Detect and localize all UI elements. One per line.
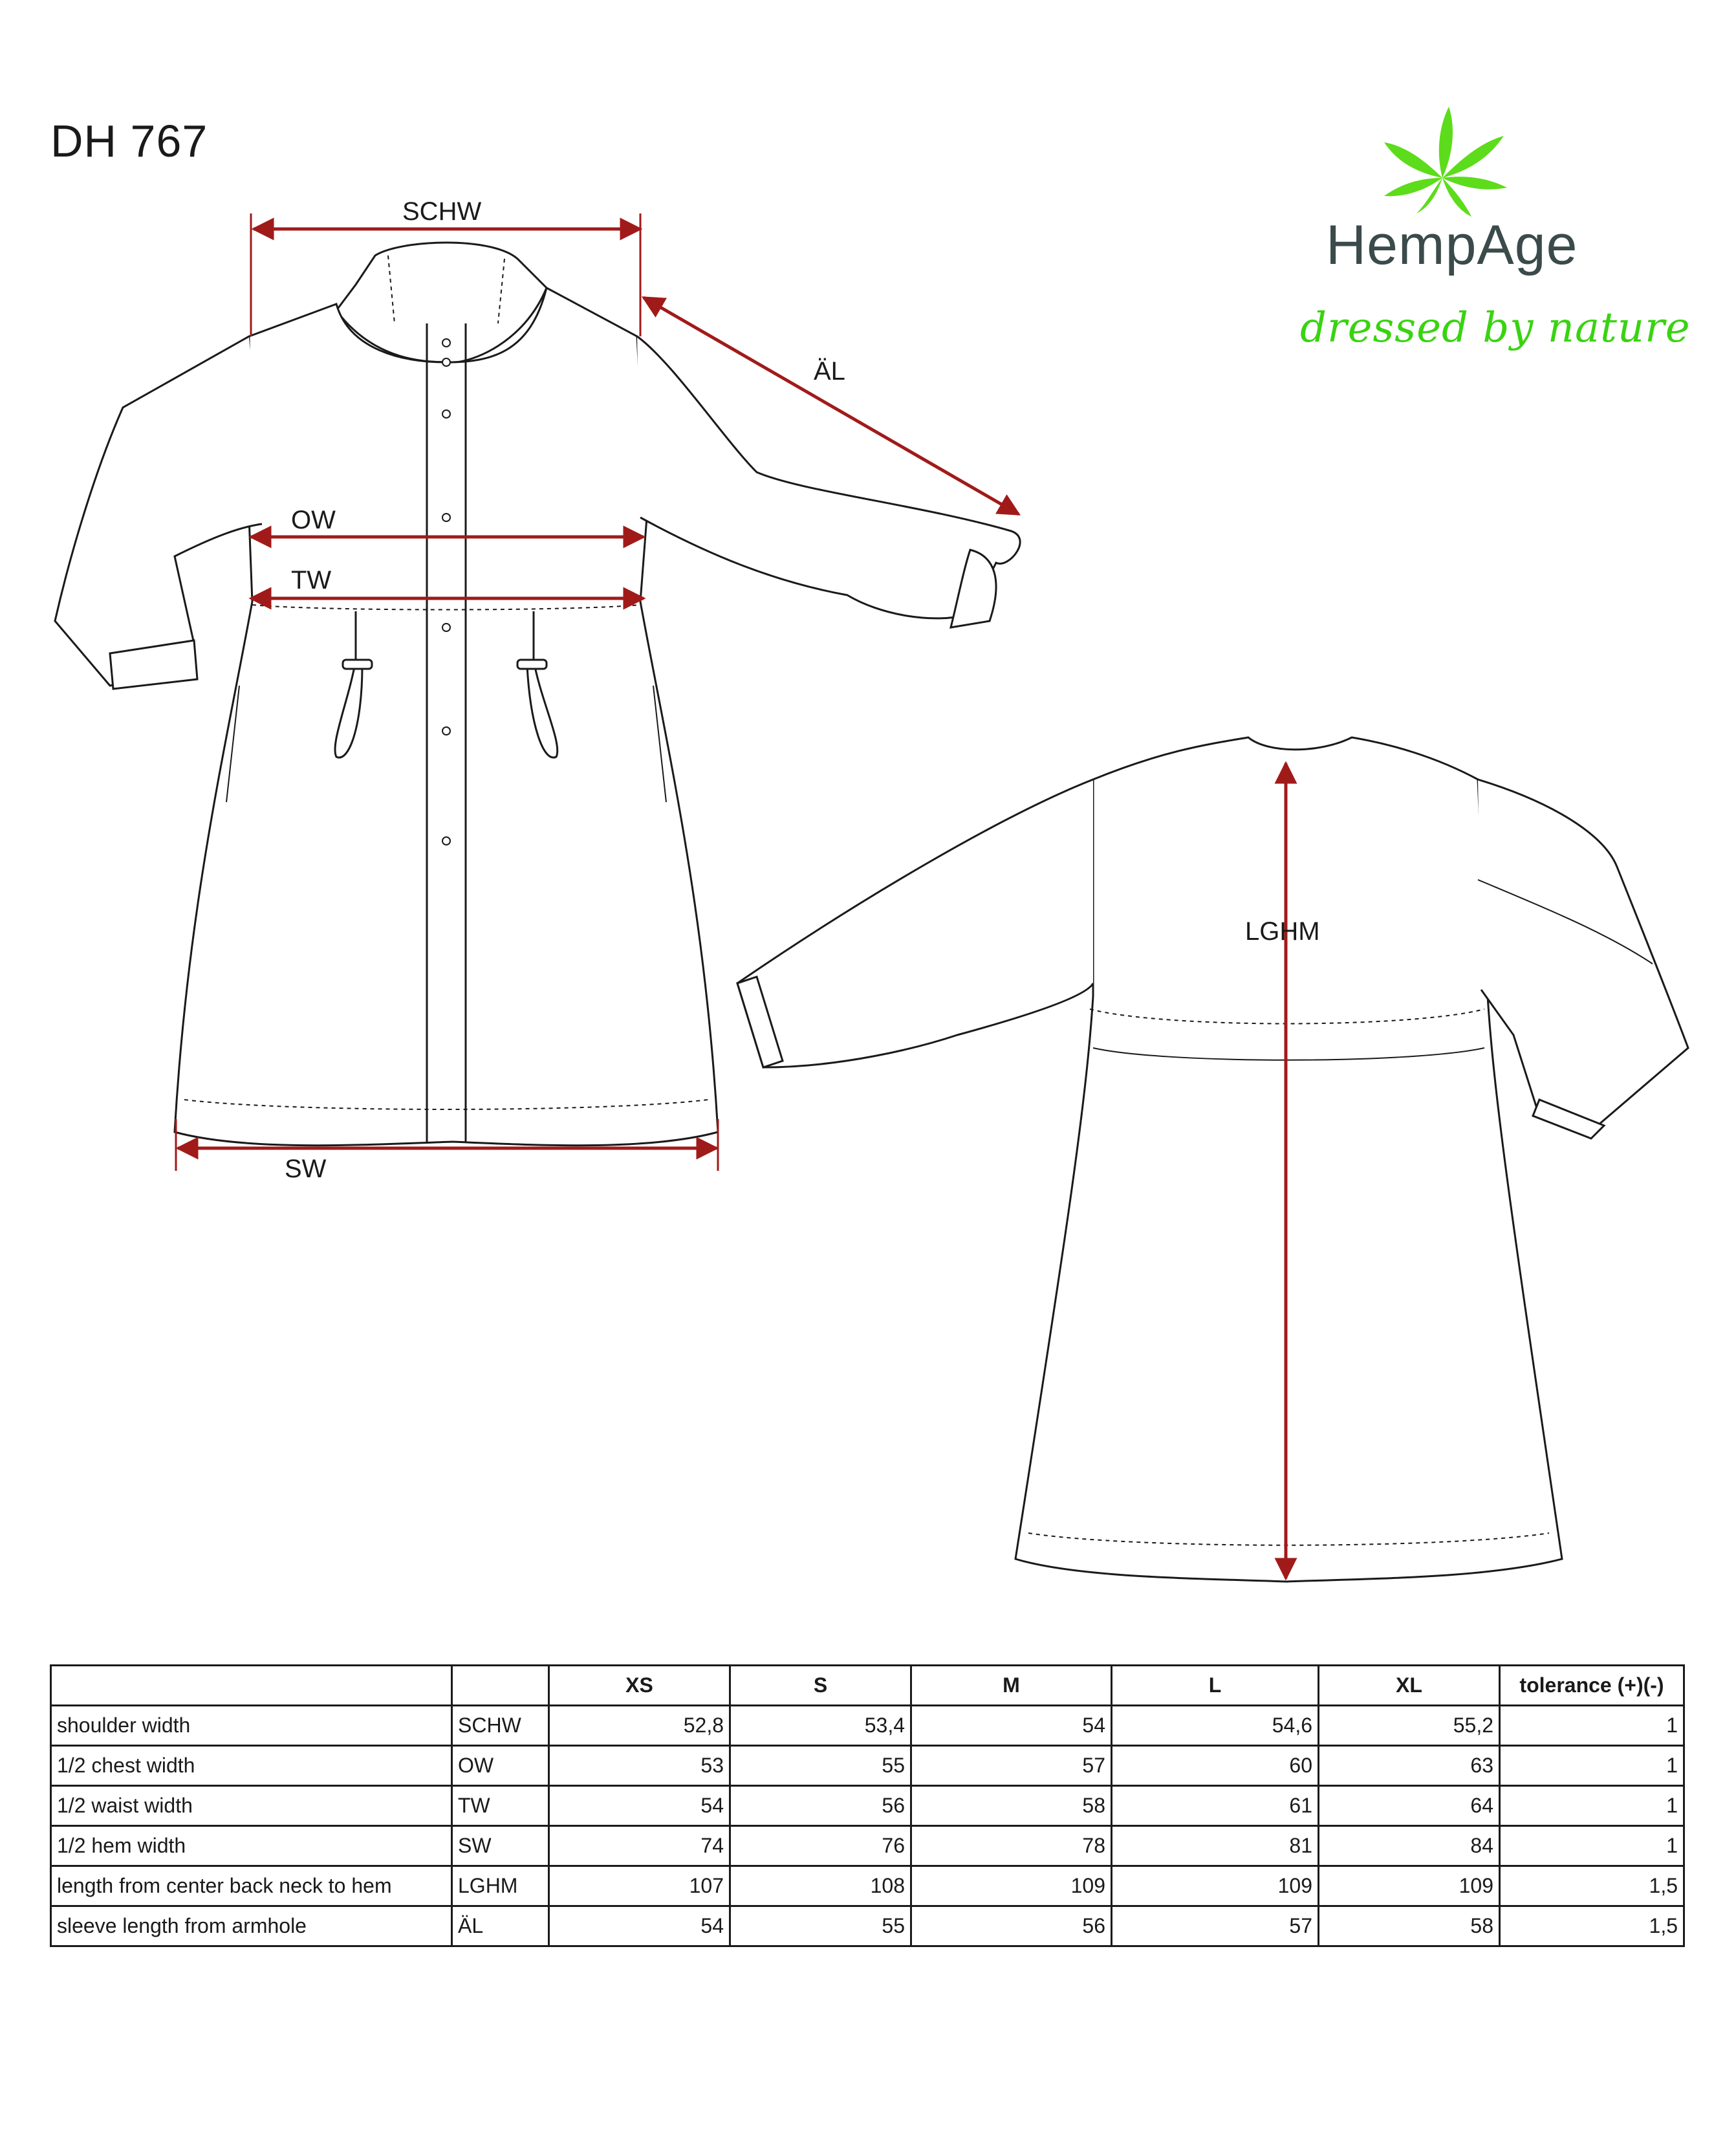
cell-s: 108	[730, 1866, 911, 1906]
cell-l: 60	[1112, 1746, 1319, 1786]
table-row	[51, 1826, 1684, 1866]
label-al: ÄL	[814, 357, 845, 386]
header-tolerance: tolerance (+)(-)	[1500, 1666, 1684, 1706]
cell-xl: 55,2	[1319, 1706, 1500, 1746]
brand-name: HempAge	[1326, 214, 1578, 276]
cell-tolerance: 1	[1500, 1786, 1684, 1826]
label-lghm: LGHM	[1245, 917, 1320, 946]
header-m: M	[911, 1666, 1112, 1706]
brand-tagline: dressed by nature	[1300, 304, 1691, 352]
header-desc	[51, 1666, 452, 1706]
cell-l: 54,6	[1112, 1706, 1319, 1746]
row-code: ÄL	[452, 1906, 549, 1946]
cell-tolerance: 1	[1500, 1826, 1684, 1866]
row-desc: 1/2 hem width	[51, 1826, 452, 1866]
table-row	[51, 1746, 1684, 1786]
row-code: SW	[452, 1826, 549, 1866]
cell-tolerance: 1,5	[1500, 1866, 1684, 1906]
cell-xl: 109	[1319, 1866, 1500, 1906]
header-l: L	[1112, 1666, 1319, 1706]
table-row	[51, 1706, 1684, 1746]
label-sw: SW	[285, 1155, 327, 1183]
label-schw: SCHW	[402, 197, 482, 226]
label-ow: OW	[291, 506, 336, 534]
header-xl: XL	[1319, 1666, 1500, 1706]
cell-l: 81	[1112, 1826, 1319, 1866]
table-row	[51, 1786, 1684, 1826]
row-code: LGHM	[452, 1866, 549, 1906]
table-row	[51, 1906, 1684, 1946]
header-xs: XS	[549, 1666, 730, 1706]
table-row	[51, 1866, 1684, 1906]
cell-s: 76	[730, 1826, 911, 1866]
cell-tolerance: 1,5	[1500, 1906, 1684, 1946]
header-code	[452, 1666, 549, 1706]
cell-m: 109	[911, 1866, 1112, 1906]
row-code: TW	[452, 1786, 549, 1826]
cell-xs: 74	[549, 1826, 730, 1866]
cell-m: 56	[911, 1906, 1112, 1946]
cell-xs: 53	[549, 1746, 730, 1786]
cell-tolerance: 1	[1500, 1706, 1684, 1746]
cell-m: 54	[911, 1706, 1112, 1746]
size-table	[50, 1664, 1685, 1947]
cell-xl: 64	[1319, 1786, 1500, 1826]
row-desc: 1/2 waist width	[51, 1786, 452, 1826]
row-code: OW	[452, 1746, 549, 1786]
cell-m: 57	[911, 1746, 1112, 1786]
cell-xl: 58	[1319, 1906, 1500, 1946]
cell-l: 61	[1112, 1786, 1319, 1826]
label-tw: TW	[291, 566, 332, 594]
cell-m: 58	[911, 1786, 1112, 1826]
cell-xs: 107	[549, 1866, 730, 1906]
row-desc: shoulder width	[51, 1706, 452, 1746]
cell-s: 53,4	[730, 1706, 911, 1746]
cell-l: 57	[1112, 1906, 1319, 1946]
cell-xs: 52,8	[549, 1706, 730, 1746]
table-header-row	[51, 1666, 1684, 1706]
cell-s: 55	[730, 1746, 911, 1786]
cell-tolerance: 1	[1500, 1746, 1684, 1786]
row-desc: 1/2 chest width	[51, 1746, 452, 1786]
cell-l: 109	[1112, 1866, 1319, 1906]
cell-xs: 54	[549, 1906, 730, 1946]
cell-xl: 84	[1319, 1826, 1500, 1866]
row-code: SCHW	[452, 1706, 549, 1746]
row-desc: length from center back neck to hem	[51, 1866, 452, 1906]
style-number: DH 767	[50, 116, 208, 166]
back-view-sketch	[737, 737, 1688, 1582]
cell-s: 56	[730, 1786, 911, 1826]
row-desc: sleeve length from armhole	[51, 1906, 452, 1946]
cell-xs: 54	[549, 1786, 730, 1826]
header-s: S	[730, 1666, 911, 1706]
cell-s: 55	[730, 1906, 911, 1946]
cell-xl: 63	[1319, 1746, 1500, 1786]
cell-m: 78	[911, 1826, 1112, 1866]
